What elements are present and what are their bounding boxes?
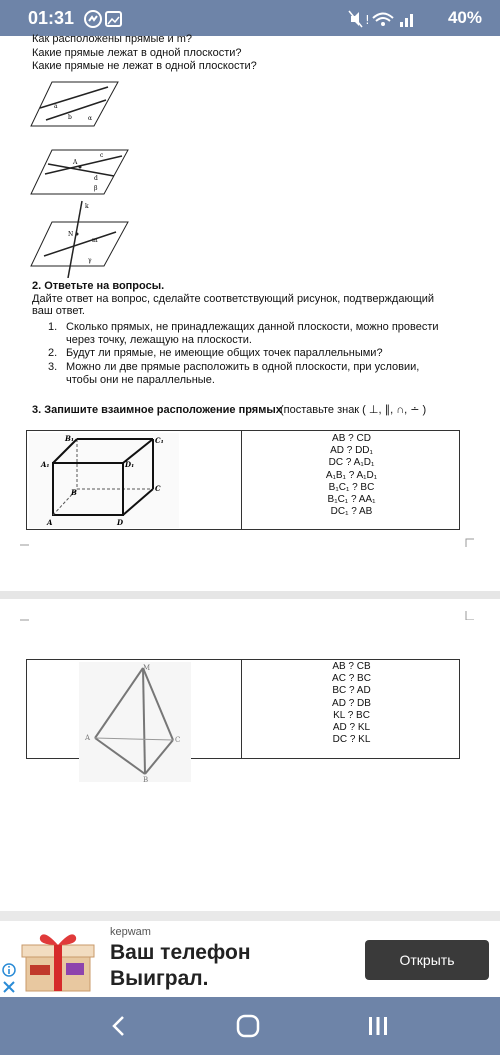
relation-item: AB ? CB <box>332 661 371 672</box>
cube-label-D1: D₁ <box>125 460 135 469</box>
cube-label-C: C <box>155 484 161 493</box>
battery-level: 40% <box>447 8 482 27</box>
clock: 01:31 <box>28 8 75 28</box>
question-2 <box>48 347 468 361</box>
relations-list-2 <box>242 661 461 746</box>
question-number: 1. <box>48 321 58 333</box>
relation-item: DC ? KL <box>332 734 371 746</box>
question-1 <box>48 321 468 349</box>
mute-wifi-signal-icons <box>348 10 418 28</box>
question-3 <box>48 361 468 389</box>
relation-item: DC₁ ? AB <box>330 506 373 518</box>
relations-list-1 <box>242 433 461 518</box>
cube-figure <box>29 433 179 528</box>
question-text-line-1: Можно ли две прямые расположить в одной плоскости, при условии, <box>66 361 420 373</box>
svg-text:!: ! <box>365 13 370 27</box>
ad-banner[interactable] <box>0 921 500 997</box>
table-2-relations-cell[interactable] <box>241 659 460 759</box>
back-icon[interactable] <box>110 1015 126 1037</box>
ad-headline-line-1: Ваш телефон <box>110 941 251 964</box>
tetra-label-A: A <box>85 734 91 742</box>
section-3-hint: (поставьте знак ( ⊥, ∥, ∩, ∸ ) <box>280 404 427 416</box>
label-N: N <box>68 231 74 238</box>
ad-open-button[interactable]: Открыть <box>365 940 489 980</box>
relation-item: A₁B₁ ? A₁D₁ <box>325 469 378 481</box>
cube-label-A1: A₁ <box>41 460 50 469</box>
tetra-label-B: B <box>143 776 149 782</box>
ad-headline[interactable] <box>110 940 310 992</box>
label-d: d <box>94 175 98 182</box>
relation-item: AD ? DD₁ <box>330 445 373 457</box>
relation-item: AD ? KL <box>332 722 371 734</box>
ad-info-icon[interactable] <box>2 963 16 977</box>
label-b: b <box>68 114 72 121</box>
tetra-label-top: M <box>143 664 151 672</box>
question-line-1: Как расположены прямые и m? <box>32 33 193 45</box>
cube-label-C1: C₁ <box>155 436 164 445</box>
figure-skew-lines <box>30 200 130 278</box>
figure-intersecting-lines <box>30 148 130 198</box>
cube-label-B1: B₁ <box>65 434 74 443</box>
table-2-figure-cell <box>26 659 242 782</box>
status-bar <box>0 0 500 36</box>
figure-parallel-lines <box>30 78 120 130</box>
label-gamma: γ <box>88 257 92 264</box>
page-separator <box>0 591 500 599</box>
ad-brand: kepwam <box>110 926 151 938</box>
question-line-2: Какие прямые лежат в одной плоскости? <box>32 47 242 59</box>
section-2-intro-line-1: Дайте ответ на вопрос, сделайте соответствующий рисунок, подтверждающий <box>32 293 435 305</box>
label-a: a <box>54 103 58 110</box>
tetra-label-C: C <box>175 736 181 744</box>
ad-close-icon[interactable] <box>3 981 15 993</box>
gift-box-icon <box>18 927 98 993</box>
section-2-intro-line-2: ваш ответ. <box>32 305 85 317</box>
notification-icons <box>84 10 124 33</box>
question-line-3: Какие прямые не лежат в одной плоскости? <box>32 60 257 72</box>
question-text-line-1: Будут ли прямые, не имеющие общих точек параллельными? <box>66 347 383 359</box>
messenger-icon <box>84 10 124 28</box>
relation-item: KL ? BC <box>333 709 370 721</box>
label-m: m <box>92 237 98 244</box>
cube-label-A: A <box>47 518 53 527</box>
cube-label-D: D <box>117 518 124 527</box>
question-text-line-1: Сколько прямых, не принадлежащих данной плоскости, можно провести <box>66 321 439 333</box>
relation-item: AC ? BC <box>332 673 371 685</box>
label-k: k <box>85 203 89 210</box>
question-text-line-2: чтобы они не параллельные. <box>66 374 215 386</box>
relation-item: BC ? AD <box>332 685 371 697</box>
label-alpha: α <box>88 115 93 122</box>
relation-item: AB ? CD <box>332 433 371 444</box>
crop-mark <box>465 538 474 547</box>
section-3-title: 3. Запишите взаимное расположение прямых <box>32 404 282 416</box>
question-number: 2. <box>48 347 58 359</box>
ad-headline-line-2: Выиграл. <box>110 967 209 990</box>
crop-mark <box>20 615 29 624</box>
label-c: c <box>100 152 104 159</box>
label-A: A <box>73 159 78 166</box>
document-page-2[interactable] <box>0 599 500 911</box>
relation-item: AD ? DB <box>332 697 371 709</box>
recent-apps-icon[interactable] <box>367 1015 389 1037</box>
question-number: 3. <box>48 361 58 373</box>
relation-item: B₁C₁ ? BC <box>328 481 375 493</box>
table-1-figure-cell <box>26 430 242 530</box>
label-beta: β <box>94 185 98 192</box>
navigation-bar <box>0 997 500 1055</box>
crop-mark <box>20 540 29 549</box>
page-separator <box>0 911 500 921</box>
table-1-relations-cell[interactable] <box>241 430 460 530</box>
relation-item: DC ? A₁D₁ <box>328 457 375 469</box>
tetrahedron-figure <box>79 662 191 782</box>
section-2-title: 2. Ответьте на вопросы. <box>32 280 165 292</box>
cube-label-B: B <box>71 488 77 497</box>
home-icon[interactable] <box>236 1014 260 1038</box>
system-icons <box>348 10 418 33</box>
document-page-1[interactable] <box>0 33 500 591</box>
crop-mark <box>465 611 474 620</box>
relation-item: B₁C₁ ? AA₁ <box>327 494 376 506</box>
question-text-line-2: через точку, лежащую на плоскости. <box>66 334 252 346</box>
